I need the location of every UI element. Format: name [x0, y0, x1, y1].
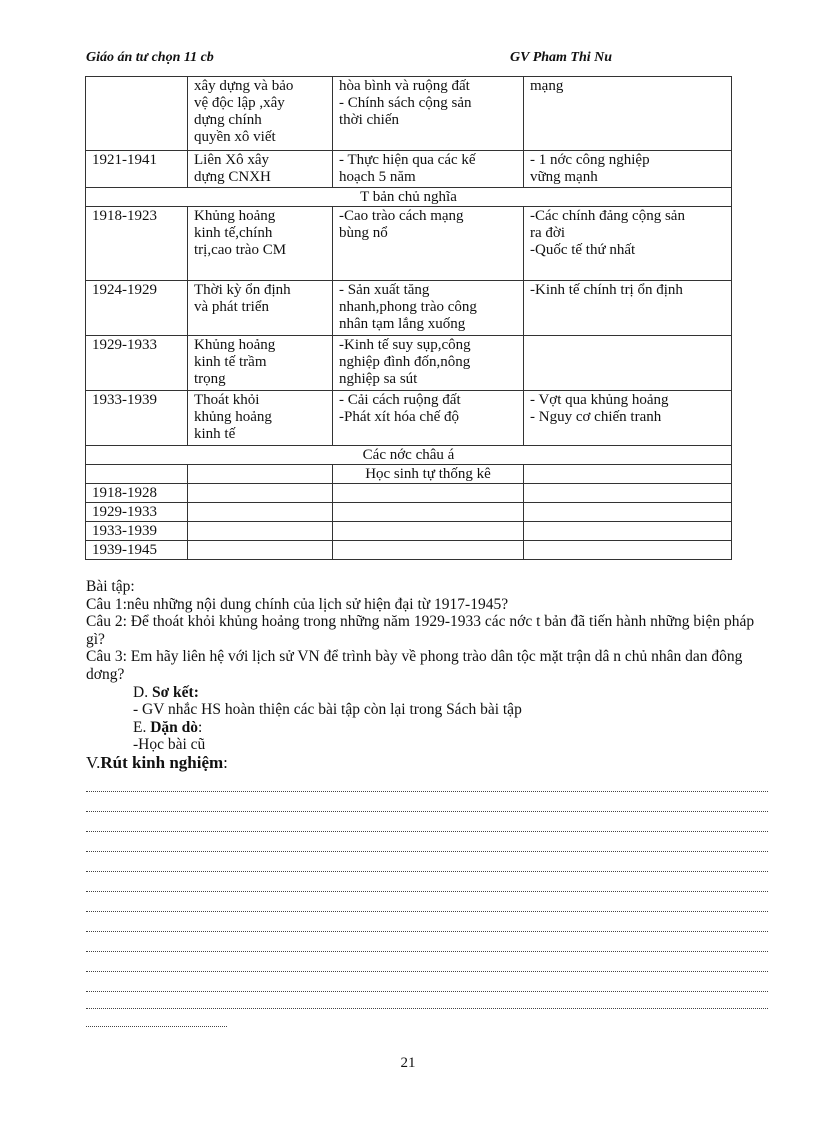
event-cell: [188, 281, 333, 336]
period-cell: 1921-1941: [86, 151, 188, 188]
section-e-title: Dặn dò: [150, 718, 199, 736]
content-cell: [333, 151, 524, 188]
event-line: trị,cao trào CM: [194, 242, 287, 258]
table-row: [86, 484, 732, 503]
period-cell: [86, 465, 188, 484]
result-cell: [524, 151, 732, 188]
question-3: Câu 3: Em hãy liên hệ với lịch sử VN để trình bày về phong trào dân tộc mặt trận dâ n chủ nhân dan đông dơng?: [86, 648, 743, 683]
event-cell: [188, 77, 333, 151]
content-cell: [333, 465, 524, 484]
content-cell: [333, 391, 524, 446]
table-row: [86, 391, 732, 446]
table-row: [86, 336, 732, 391]
result-line: -Các chính đảng cộng sản: [530, 208, 685, 224]
table-row: [86, 541, 732, 560]
event-line: khủng hoảng: [194, 409, 272, 425]
content-cell: [333, 503, 524, 522]
event-cell: [188, 151, 333, 188]
dotted-line: [86, 811, 768, 832]
content-line: Học sinh tự thống kê: [365, 466, 491, 482]
content-cell: [333, 541, 524, 560]
result-line: -Quốc tế thứ nhất: [530, 242, 636, 258]
dotted-line: [86, 1006, 227, 1027]
result-line: - Nguy cơ chiến tranh: [530, 409, 662, 425]
result-line: -Kinh tế chính trị ổn định: [530, 282, 683, 298]
content-line: -Cao trào cách mạng: [339, 208, 464, 224]
dotted-line: [86, 911, 768, 932]
event-line: kinh tế,chính: [194, 225, 273, 241]
event-line: Khủng hoảng: [194, 337, 276, 353]
result-cell: [524, 391, 732, 446]
content-line: -Kinh tế suy sụp,công: [339, 337, 471, 353]
section-v-heading: V.Rút kinh nghiệm:: [86, 752, 228, 772]
result-line: - Vợt qua khủng hoảng: [530, 392, 669, 408]
content-line: nghiệp sa sút: [339, 371, 418, 387]
content-line: - Thực hiện qua các kế: [339, 152, 476, 168]
header-teacher: GV Pham Thi Nu: [510, 50, 613, 65]
dotted-line: [86, 931, 768, 952]
period-cell: 1933-1939: [86, 522, 188, 541]
period-cell: [86, 77, 188, 151]
period-cell: 1924-1929: [86, 281, 188, 336]
result-cell: [524, 522, 732, 541]
event-cell: [188, 207, 333, 281]
event-line: trọng: [194, 371, 226, 387]
content-line: nhân tạm lắng xuống: [339, 316, 466, 332]
section-heading-cell: Các nớc châu á: [86, 446, 732, 465]
table-row: [86, 207, 732, 281]
history-table: [85, 76, 732, 560]
table-row: [86, 522, 732, 541]
content-line: - Chính sách cộng sản: [339, 95, 472, 111]
content-line: - Cải cách ruộng đất: [339, 392, 461, 408]
dotted-line: [86, 951, 768, 972]
section-heading-cell: T bản chủ nghĩa: [86, 188, 732, 207]
event-line: dựng chính: [194, 112, 262, 128]
table-row: [86, 503, 732, 522]
event-cell: [188, 465, 333, 484]
question-2: Câu 2: Để thoát khỏi khủng hoảng trong những năm 1929-1933 các nớc t bản đã tiến hành những biện pháp gì?: [86, 613, 755, 648]
result-cell: [524, 541, 732, 560]
result-line: ra đời: [530, 225, 566, 241]
content-line: nghiệp đình đốn,nông: [339, 354, 471, 370]
dotted-line: [86, 771, 768, 792]
content-line: nhanh,phong trào công: [339, 299, 477, 315]
event-line: và phát triển: [194, 299, 269, 315]
event-line: dựng CNXH: [194, 169, 271, 185]
event-cell: [188, 522, 333, 541]
period-cell: 1929-1933: [86, 503, 188, 522]
period-cell: 1918-1928: [86, 484, 188, 503]
content-line: hoạch 5 năm: [339, 169, 416, 185]
dotted-line: [86, 831, 768, 852]
result-line: mạng: [530, 78, 564, 94]
content-line: -Phát xít hóa chế độ: [339, 409, 459, 425]
result-cell: [524, 207, 732, 281]
event-cell: [188, 484, 333, 503]
event-line: Thoát khỏi: [194, 392, 260, 408]
result-cell: [524, 503, 732, 522]
dotted-line: [86, 851, 768, 872]
content-line: bùng nổ: [339, 225, 388, 241]
dotted-line: [86, 791, 768, 812]
period-cell: 1939-1945: [86, 541, 188, 560]
section-v-title: Rút kinh nghiệm: [100, 752, 224, 772]
result-line: - 1 nớc công nghiệp: [530, 152, 650, 168]
event-line: Khủng hoảng: [194, 208, 276, 224]
result-line: vững mạnh: [530, 169, 598, 185]
table-row: [86, 281, 732, 336]
table-row: [86, 151, 732, 188]
event-line: vệ độc lập ,xây: [194, 95, 285, 111]
section-e-item: -Học bài cũ: [133, 736, 206, 754]
header-title: Giáo án tư chọn 11 cb: [86, 50, 214, 65]
exercises-title: Bài tập:: [86, 578, 135, 595]
table-section-row: [86, 188, 732, 207]
content-cell: [333, 336, 524, 391]
content-cell: [333, 207, 524, 281]
event-line: xây dựng và bảo: [194, 78, 294, 94]
section-e-heading: E. Dặn dò:: [133, 718, 203, 736]
event-line: Thời kỳ ổn định: [194, 282, 291, 298]
content-cell: [333, 281, 524, 336]
event-line: quyền xô viết: [194, 129, 276, 145]
period-cell: 1918-1923: [86, 207, 188, 281]
event-line: kinh tế: [194, 426, 236, 442]
result-cell: [524, 336, 732, 391]
event-cell: [188, 541, 333, 560]
content-line: - Sản xuất tăng: [339, 282, 430, 298]
table-row: [86, 77, 732, 151]
event-cell: [188, 336, 333, 391]
result-cell: [524, 484, 732, 503]
section-d-heading: D. Sơ kết:: [133, 683, 199, 701]
content-cell: [333, 522, 524, 541]
period-cell: 1929-1933: [86, 336, 188, 391]
result-cell: [524, 465, 732, 484]
section-d-title: Sơ kết:: [151, 683, 199, 701]
section-d-item: - GV nhắc HS hoàn thiện các bài tập còn lại trong Sách bài tập: [133, 701, 522, 719]
page-number: 21: [400, 1055, 416, 1071]
event-line: kinh tế trầm: [194, 354, 267, 370]
table-row: [86, 465, 732, 484]
result-cell: [524, 281, 732, 336]
event-cell: [188, 391, 333, 446]
content-line: thời chiến: [339, 112, 399, 128]
event-cell: [188, 503, 333, 522]
result-cell: [524, 77, 732, 151]
content-cell: [333, 484, 524, 503]
question-1: Câu 1:nêu những nội dung chính của lịch sử hiện đại từ 1917-1945?: [86, 595, 509, 613]
period-cell: 1933-1939: [86, 391, 188, 446]
content-line: hòa bình và ruộng đất: [339, 78, 470, 94]
table-section-row: [86, 446, 732, 465]
content-cell: [333, 77, 524, 151]
exercises-section: [86, 578, 776, 772]
dotted-line: [86, 871, 768, 892]
event-line: Liên Xô xây: [194, 152, 269, 168]
dotted-line: [86, 891, 768, 912]
